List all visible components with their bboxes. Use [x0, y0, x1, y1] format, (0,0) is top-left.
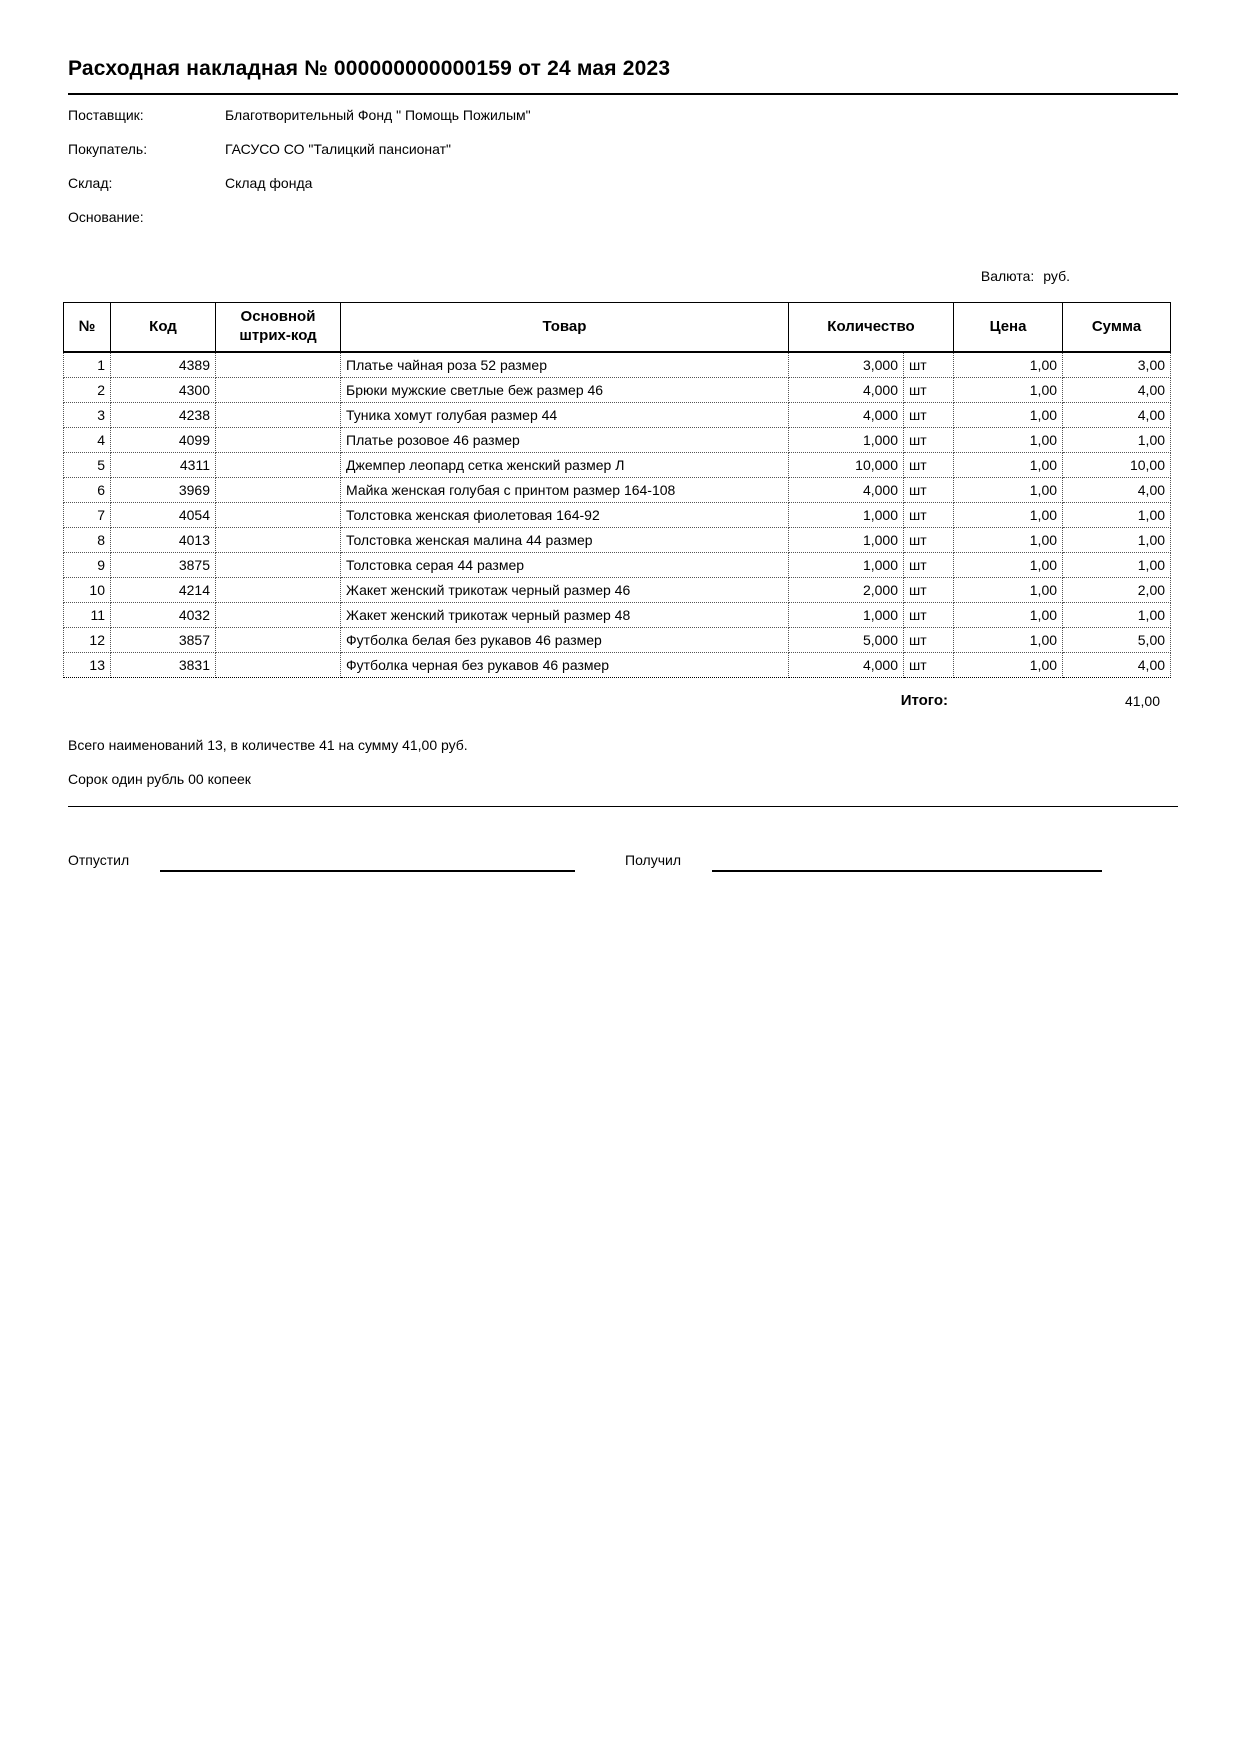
code-cell: 4389 [111, 352, 216, 378]
product-cell: Жакет женский трикотаж черный размер 46 [341, 578, 789, 603]
sum-cell: 1,00 [1063, 503, 1171, 528]
product-cell: Толстовка серая 44 размер [341, 553, 789, 578]
barcode-cell [216, 378, 341, 403]
barcode-cell [216, 578, 341, 603]
barcode-cell [216, 553, 341, 578]
product-cell: Толстовка женская фиолетовая 164-92 [341, 503, 789, 528]
quantity-cell: 4,000 [789, 478, 904, 503]
row-number-cell: 8 [64, 528, 111, 553]
supplier-field [68, 107, 531, 123]
amount-in-words: Сорок один рубль 00 копеек [68, 771, 251, 787]
sum-cell: 5,00 [1063, 628, 1171, 653]
product-cell: Платье розовое 46 размер [341, 428, 789, 453]
col-header-barcode: Основной штрих-код [216, 303, 341, 353]
code-cell: 3857 [111, 628, 216, 653]
buyer-label: Покупатель: [68, 141, 148, 157]
currency-label: Валюта: [980, 268, 1035, 284]
code-cell: 4238 [111, 403, 216, 428]
buyer-field [68, 141, 451, 157]
barcode-cell [216, 352, 341, 378]
warehouse-field [68, 175, 312, 191]
unit-cell: шт [904, 528, 954, 553]
barcode-cell [216, 478, 341, 503]
code-cell: 4054 [111, 503, 216, 528]
items-table [63, 302, 1171, 678]
table-row [64, 453, 1171, 478]
code-cell: 4013 [111, 528, 216, 553]
quantity-cell: 1,000 [789, 428, 904, 453]
table-row [64, 628, 1171, 653]
quantity-cell: 4,000 [789, 653, 904, 678]
price-cell: 1,00 [954, 528, 1063, 553]
basis-field [68, 209, 225, 225]
sum-cell: 10,00 [1063, 453, 1171, 478]
row-number-cell: 4 [64, 428, 111, 453]
released-signature-line [160, 852, 575, 872]
unit-cell: шт [904, 428, 954, 453]
price-cell: 1,00 [954, 603, 1063, 628]
table-row [64, 603, 1171, 628]
title-divider [68, 93, 1178, 95]
col-header-sum: Сумма [1063, 303, 1171, 353]
code-cell: 4300 [111, 378, 216, 403]
price-cell: 1,00 [954, 428, 1063, 453]
col-header-price: Цена [954, 303, 1063, 353]
code-cell: 3831 [111, 653, 216, 678]
table-row [64, 403, 1171, 428]
row-number-cell: 10 [64, 578, 111, 603]
basis-label: Основание: [68, 209, 144, 225]
unit-cell: шт [904, 503, 954, 528]
unit-cell: шт [904, 403, 954, 428]
table-row [64, 352, 1171, 378]
row-number-cell: 12 [64, 628, 111, 653]
row-number-cell: 1 [64, 352, 111, 378]
price-cell: 1,00 [954, 378, 1063, 403]
unit-cell: шт [904, 653, 954, 678]
table-row [64, 528, 1171, 553]
quantity-cell: 1,000 [789, 503, 904, 528]
warehouse-label: Склад: [68, 175, 113, 191]
barcode-cell [216, 503, 341, 528]
code-cell: 4214 [111, 578, 216, 603]
unit-cell: шт [904, 453, 954, 478]
sum-cell: 1,00 [1063, 603, 1171, 628]
currency-line [68, 268, 1070, 284]
code-cell: 3875 [111, 553, 216, 578]
price-cell: 1,00 [954, 553, 1063, 578]
released-by-label: Отпустил [68, 852, 130, 868]
product-cell: Джемпер леопард сетка женский размер Л [341, 453, 789, 478]
sum-cell: 1,00 [1063, 428, 1171, 453]
product-cell: Майка женская голубая с принтом размер 164-108 [341, 478, 789, 503]
product-cell: Футболка белая без рукавов 46 размер [341, 628, 789, 653]
row-number-cell: 5 [64, 453, 111, 478]
code-cell: 4099 [111, 428, 216, 453]
quantity-cell: 3,000 [789, 352, 904, 378]
unit-cell: шт [904, 603, 954, 628]
quantity-cell: 1,000 [789, 603, 904, 628]
unit-cell: шт [904, 378, 954, 403]
table-row [64, 478, 1171, 503]
unit-cell: шт [904, 553, 954, 578]
received-signature-line [712, 852, 1102, 872]
quantity-cell: 4,000 [789, 403, 904, 428]
sum-cell: 4,00 [1063, 478, 1171, 503]
quantity-cell: 1,000 [789, 528, 904, 553]
barcode-cell [216, 603, 341, 628]
row-number-cell: 13 [64, 653, 111, 678]
quantity-cell: 1,000 [789, 553, 904, 578]
currency-value: руб. [1043, 268, 1070, 284]
sum-cell: 1,00 [1063, 528, 1171, 553]
barcode-cell [216, 403, 341, 428]
product-cell: Жакет женский трикотаж черный размер 48 [341, 603, 789, 628]
code-cell: 4311 [111, 453, 216, 478]
product-cell: Брюки мужские светлые беж размер 46 [341, 378, 789, 403]
row-number-cell: 11 [64, 603, 111, 628]
quantity-cell: 4,000 [789, 378, 904, 403]
quantity-cell: 5,000 [789, 628, 904, 653]
price-cell: 1,00 [954, 653, 1063, 678]
table-row [64, 378, 1171, 403]
quantity-cell: 2,000 [789, 578, 904, 603]
col-header-num: № [64, 303, 111, 353]
price-cell: 1,00 [954, 578, 1063, 603]
buyer-value: ГАСУСО СО "Талицкий пансионат" [225, 141, 452, 157]
received-by-label: Получил [625, 852, 681, 868]
row-number-cell: 3 [64, 403, 111, 428]
price-cell: 1,00 [954, 628, 1063, 653]
table-header-row [64, 303, 1171, 353]
row-number-cell: 6 [64, 478, 111, 503]
unit-cell: шт [904, 628, 954, 653]
table-row [64, 503, 1171, 528]
product-cell: Футболка черная без рукавов 46 размер [341, 653, 789, 678]
sum-cell: 4,00 [1063, 403, 1171, 428]
unit-cell: шт [904, 352, 954, 378]
table-row [64, 578, 1171, 603]
code-cell: 4032 [111, 603, 216, 628]
product-cell: Платье чайная роза 52 размер [341, 352, 789, 378]
table-row [64, 553, 1171, 578]
col-header-quantity: Количество [789, 303, 954, 353]
barcode-cell [216, 653, 341, 678]
barcode-cell [216, 628, 341, 653]
quantity-cell: 10,000 [789, 453, 904, 478]
row-number-cell: 7 [64, 503, 111, 528]
row-number-cell: 2 [64, 378, 111, 403]
supplier-value: Благотворительный Фонд " Помощь Пожилым" [225, 107, 531, 123]
total-row [63, 692, 1170, 712]
summary-line: Всего наименований 13, в количестве 41 на сумму 41,00 руб. [68, 737, 468, 753]
barcode-cell [216, 453, 341, 478]
col-header-code: Код [111, 303, 216, 353]
product-cell: Туника хомут голубая размер 44 [341, 403, 789, 428]
barcode-cell [216, 528, 341, 553]
sum-cell: 2,00 [1063, 578, 1171, 603]
price-cell: 1,00 [954, 352, 1063, 378]
total-label: Итого: [900, 692, 948, 709]
price-cell: 1,00 [954, 478, 1063, 503]
row-number-cell: 9 [64, 553, 111, 578]
product-cell: Толстовка женская малина 44 размер [341, 528, 789, 553]
unit-cell: шт [904, 478, 954, 503]
unit-cell: шт [904, 578, 954, 603]
price-cell: 1,00 [954, 453, 1063, 478]
footer-divider [68, 806, 1178, 807]
table-row [64, 653, 1171, 678]
barcode-cell [216, 428, 341, 453]
sum-cell: 3,00 [1063, 352, 1171, 378]
sum-cell: 4,00 [1063, 378, 1171, 403]
table-row [64, 428, 1171, 453]
col-header-product: Товар [341, 303, 789, 353]
document-title: Расходная накладная № 000000000000159 от 24 мая 2023 [68, 57, 671, 80]
total-value: 41,00 [1124, 693, 1160, 709]
sum-cell: 1,00 [1063, 553, 1171, 578]
supplier-label: Поставщик: [68, 107, 144, 123]
price-cell: 1,00 [954, 403, 1063, 428]
price-cell: 1,00 [954, 503, 1063, 528]
code-cell: 3969 [111, 478, 216, 503]
warehouse-value: Склад фонда [225, 175, 313, 191]
sum-cell: 4,00 [1063, 653, 1171, 678]
